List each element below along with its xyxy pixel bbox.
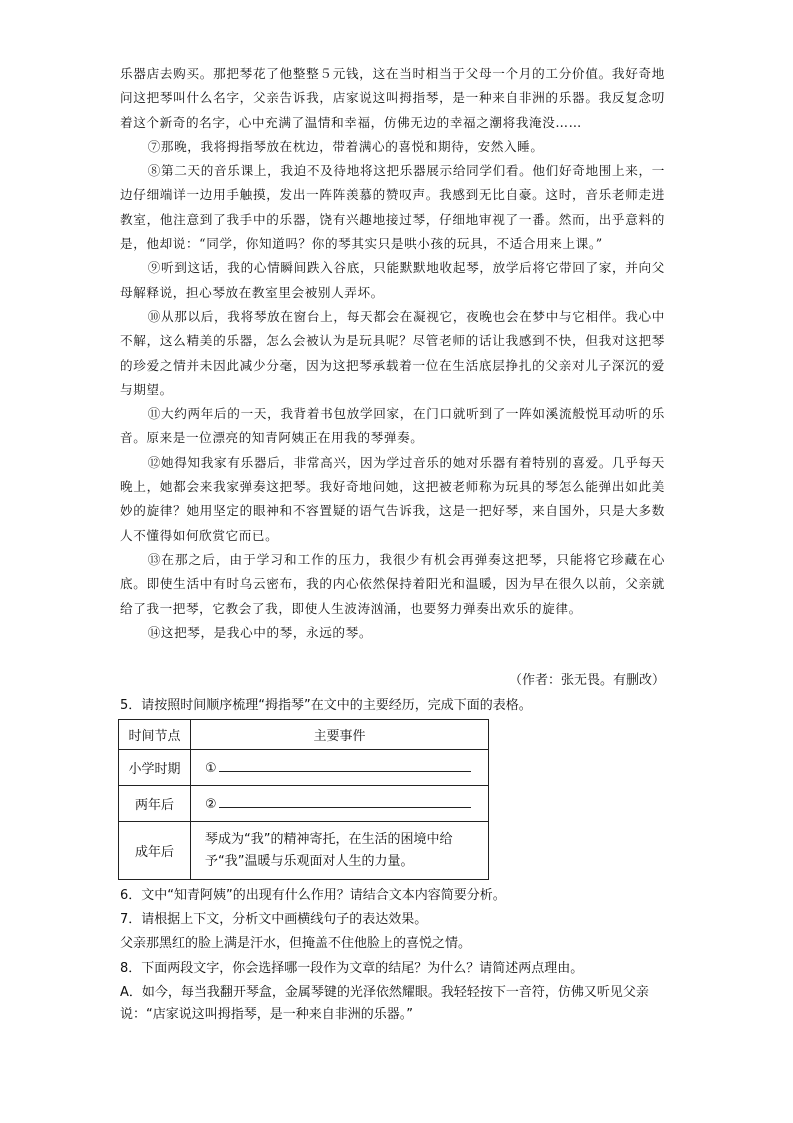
table-row [119, 822, 489, 880]
reading-passage [120, 62, 665, 645]
question-7-sentence: 父亲那黑红的脸上满是汗水，但掩盖不住他脸上的喜悦之情。 [120, 936, 472, 951]
passage-paragraph-6-cont: 乐器店去购买。那把琴花了他整整５元钱，这在当时相当于父母一个月的工分价值。我好奇地问这把琴叫什么名字，父亲告诉我，店家说这叫拇指琴，是一种来自非洲的乐器。我反复念叨着这个新奇的名字，心中充满了温情和幸福，仿佛无边的幸福之潮将我淹没…… [120, 66, 665, 130]
row-time: 两年后 [119, 786, 191, 822]
header-event: 主要事件 [191, 720, 489, 750]
passage-paragraph-7: ⑦那晚，我将拇指琴放在枕边，带着满心的喜悦和期待，安然入睡。 [147, 138, 544, 154]
blank-line[interactable] [219, 795, 471, 808]
row-time: 成年后 [119, 822, 191, 880]
table-row [119, 750, 489, 786]
row-event [191, 822, 489, 880]
blank-number: ① [205, 761, 217, 776]
header-time: 时间节点 [119, 720, 191, 750]
passage-paragraph-10: ⑩从那以后，我将琴放在窗台上，每天都会在凝视它，夜晚也会在梦中与它相伴。我心中不解，这么精美的乐器，怎么会被认为是玩具呢？尽管老师的话让我感到不快，但我对这把琴的珍爱之情并未因此减少分毫，因为这把琴承载着一位在生活底层挣扎的父亲对儿子深沉的爱与期望。 [120, 308, 665, 397]
question-7: 7．请根据上下文，分析文中画横线句子的表达效果。 [120, 912, 428, 927]
passage-paragraph-12: ⑫她得知我家有乐器后，非常高兴，因为学过音乐的她对乐器有着特别的喜爱。几乎每天晚上，她都会来我家弹奏这把琴。我好奇地问她，这把被老师称为玩具的琴怎么能弹出如此美妙的旋律？她用坚定的眼神和不容置疑的语气告诉我，这是一把好琴，来自国外，只是大多数人不懂得如何欣赏它而已。 [120, 454, 665, 543]
blank-number: ② [205, 797, 217, 812]
table-row [119, 786, 489, 822]
author-note: （作者：张无畏。有删改） [508, 673, 665, 688]
question-8-option-a: A．如今，每当我翻开琴盒，金属琴键的光泽依然耀眼。我轻轻按下一音符，仿佛又听见父亲说：“店家说这叫拇指琴，是一种来自非洲的乐器。” [120, 985, 649, 1022]
answer-blank-2[interactable] [191, 786, 489, 822]
answer-blank-1[interactable] [191, 750, 489, 786]
question-5: 5．请按照时间顺序梳理“拇指琴”在文中的主要经历，完成下面的表格。 [120, 698, 532, 713]
passage-paragraph-14: ⑭这把琴，是我心中的琴，永远的琴。 [147, 624, 373, 640]
blank-line[interactable] [219, 759, 471, 772]
passage-paragraph-11: ⑪大约两年后的一天，我背着书包放学回家，在门口就听到了一阵如溪流般悦耳动听的乐音。原来是一位漂亮的知青阿姨正在用我的琴弹奏。 [120, 406, 665, 446]
table-header-row [119, 720, 489, 750]
passage-paragraph-13: ⑬在那之后，由于学习和工作的压力，我很少有机会再弹奏这把琴，只能将它珍藏在心底。即使生活中有时乌云密布，我的内心依然保持着阳光和温暖，因为早在很久以前，父亲就给了我一把琴，它教会了我，即使人生波涛汹涌，也要努力弹奏出欢乐的旋律。 [120, 551, 665, 616]
row-time: 小学时期 [119, 750, 191, 786]
passage-paragraph-8: ⑧第二天的音乐课上，我迫不及待地将这把乐器展示给同学们看。他们好奇地围上来，一边仔细端详一边用手触摸，发出一阵阵羡慕的赞叹声。我感到无比自豪。这时，音乐老师走进教室，他注意到了我手中的乐器，饶有兴趣地接过琴，仔细地审视了一番。然而，出乎意料的是，他却说：“同学，你知道吗？你的琴其实只是哄小孩的玩具，不适合用来上课。” [120, 163, 665, 252]
question-8: 8．下面两段文字，你会选择哪一段作为文章的结尾？为什么？请简述两点理由。 [120, 961, 584, 976]
question-6: 6．文中“知青阿姨”的出现有什么作用？请结合文本内容简要分析。 [120, 888, 506, 903]
event-text: 琴成为“我”的精神寄托，在生活的困境中给予“我”温暖与乐观面对人生的力量。 [205, 831, 453, 869]
passage-paragraph-9: ⑨听到这话，我的心情瞬间跌入谷底，只能默默地收起琴，放学后将它带回了家，并向父母解释说，担心琴放在教室里会被别人弄坏。 [120, 260, 665, 300]
events-table [118, 719, 489, 880]
